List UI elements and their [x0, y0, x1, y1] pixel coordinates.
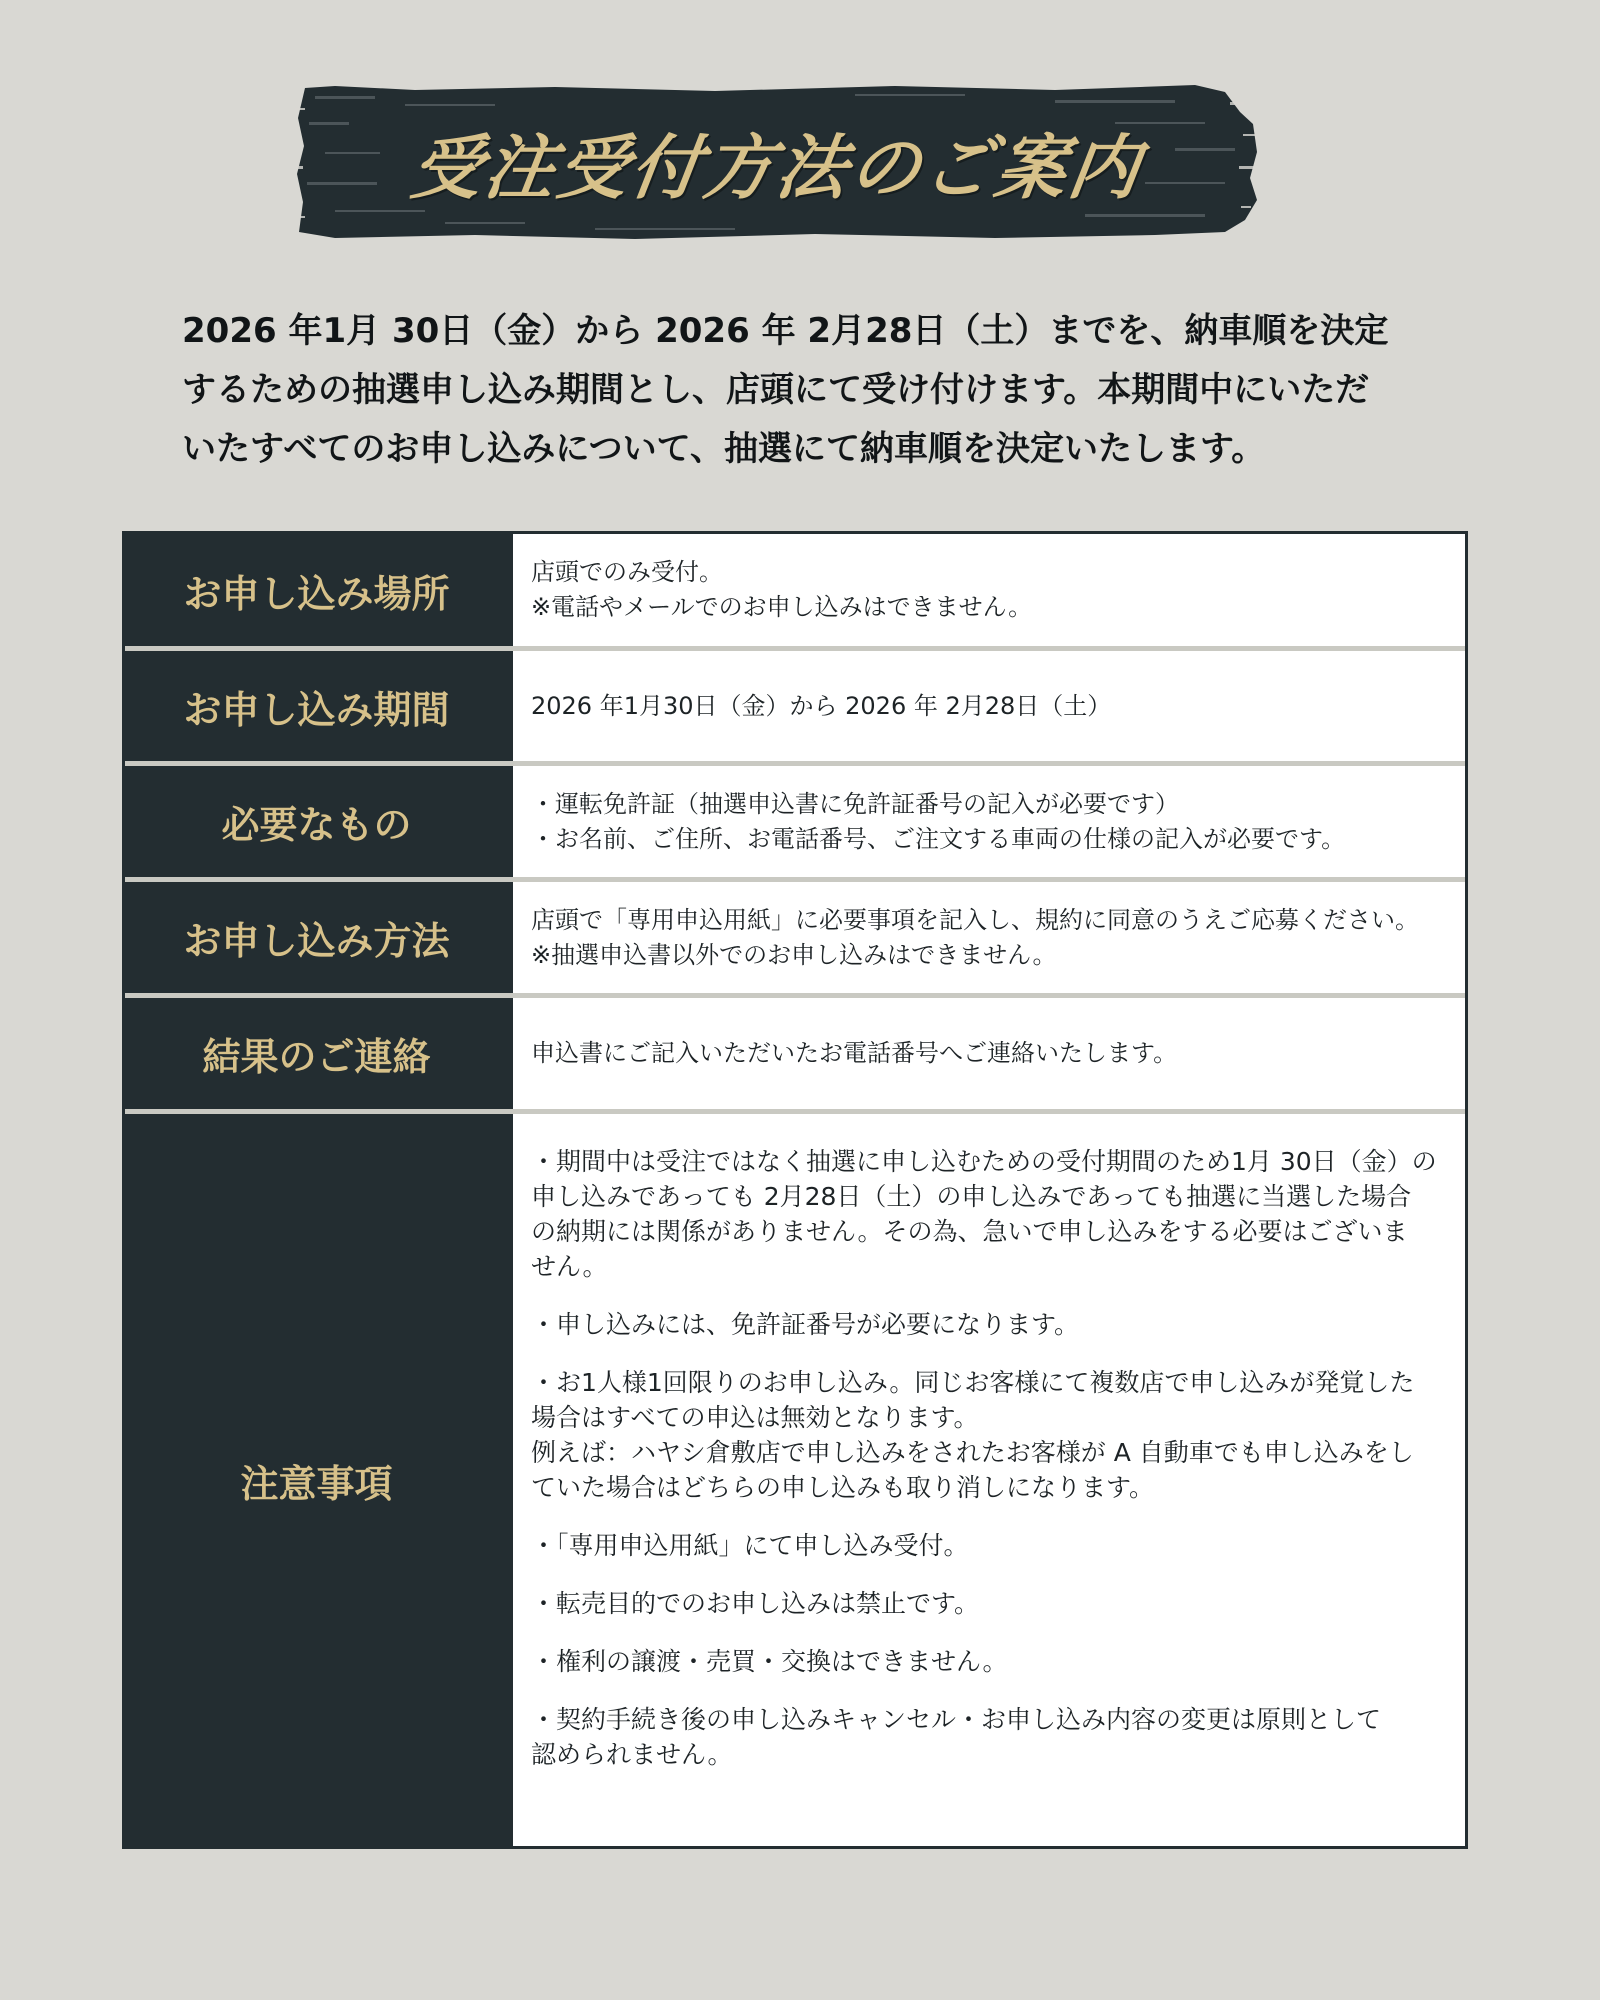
- row-label: お申し込み期間: [125, 651, 508, 761]
- intro-paragraph: [182, 302, 1432, 479]
- note-line: せん。: [531, 1252, 608, 1281]
- table-row-method: [125, 877, 1465, 993]
- page-title: 受注受付方法のご案内: [406, 126, 1148, 209]
- row-text: 店頭でのみ受付。: [531, 558, 723, 586]
- note-line: ・期間中は受注ではなく抽選に申し込むための受付期間のため1月 30日（金）の: [531, 1147, 1437, 1176]
- row-label: 結果のご連絡: [125, 998, 508, 1109]
- title-banner: [295, 82, 1261, 242]
- row-text: ※抽選申込書以外でのお申し込みはできません。: [531, 940, 1057, 969]
- note-line: ・転売目的でのお申し込みは禁止です。: [531, 1589, 980, 1618]
- table-row-period: [125, 646, 1465, 761]
- row-content: [513, 651, 1465, 761]
- row-text: ※電話やメールでのお申し込みはできません。: [531, 593, 1033, 621]
- note-line: ・契約手続き後の申し込みキャンセル・お申し込み内容の変更は原則として: [531, 1705, 1382, 1734]
- note-item: [531, 1702, 1447, 1772]
- intro-line: いたすべてのお申し込みについて、抽選にて納車順を決定いたします。: [182, 429, 1266, 469]
- row-label: お申し込み場所: [125, 534, 508, 646]
- row-text: 2026 年1月30日（金）から 2026 年 2月28日（土）: [531, 691, 1112, 720]
- note-line: 例えば：ハヤシ倉敷店で申し込みをされたお客様が A 自動車でも申し込みをし: [531, 1438, 1414, 1467]
- note-item: [531, 1586, 1447, 1621]
- note-line: の納期には関係がありません。その為、急いで申し込みをする必要はございま: [531, 1217, 1408, 1246]
- note-item: [531, 1528, 1447, 1563]
- note-line: ていた場合はどちらの申し込みも取り消しになります。: [531, 1473, 1155, 1502]
- row-content: [513, 534, 1465, 646]
- note-line: ・「専用申込用紙」にて申し込み受付。: [531, 1531, 969, 1560]
- table-row-requirements: [125, 761, 1465, 877]
- row-content: [513, 882, 1465, 993]
- row-text: ・お名前、ご住所、お電話番号、ご注文する車両の仕様の記入が必要です。: [531, 824, 1346, 853]
- table-row-notes: [125, 1109, 1465, 1846]
- table-row-results: [125, 993, 1465, 1109]
- note-line: 申し込みであっても 2月28日（土）の申し込みであっても抽選に当選した場合: [531, 1182, 1412, 1211]
- row-label: お申し込み方法: [125, 882, 508, 993]
- row-content: [513, 766, 1465, 877]
- intro-line: するための抽選申し込み期間とし、店頭にて受け付けます。本期間中にいただ: [182, 370, 1370, 410]
- info-table: [122, 531, 1468, 1849]
- note-line: 認められません。: [531, 1740, 733, 1769]
- row-content: [513, 998, 1465, 1109]
- row-text: ・運転免許証（抽選申込書に免許証番号の記入が必要です）: [531, 789, 1179, 818]
- note-line: ・申し込みには、免許証番号が必要になります。: [531, 1310, 1080, 1339]
- row-label: 注意事項: [125, 1114, 508, 1846]
- row-text: 店頭で「専用申込用紙」に必要事項を記入し、規約に同意のうえご応募ください。: [531, 905, 1419, 934]
- note-item: [531, 1644, 1447, 1679]
- intro-line: 2026 年1月 30日（金）から 2026 年 2月28日（土）までを、納車順を決定: [182, 311, 1389, 351]
- row-text: 申込書にご記入いただいたお電話番号へご連絡いたします。: [531, 1039, 1178, 1067]
- notes-content: [513, 1114, 1465, 1846]
- note-line: ・権利の譲渡・売買・交換はできません。: [531, 1647, 1008, 1676]
- row-label: 必要なもの: [125, 766, 508, 877]
- note-item: [531, 1144, 1447, 1284]
- note-item: [531, 1307, 1447, 1342]
- note-line: ・お1人様1回限りのお申し込み。同じお客様にて複数店で申し込みが発覚した: [531, 1368, 1415, 1397]
- note-line: 場合はすべての申込は無効となります。: [531, 1403, 979, 1432]
- note-item: [531, 1365, 1447, 1505]
- table-row-location: [125, 534, 1465, 646]
